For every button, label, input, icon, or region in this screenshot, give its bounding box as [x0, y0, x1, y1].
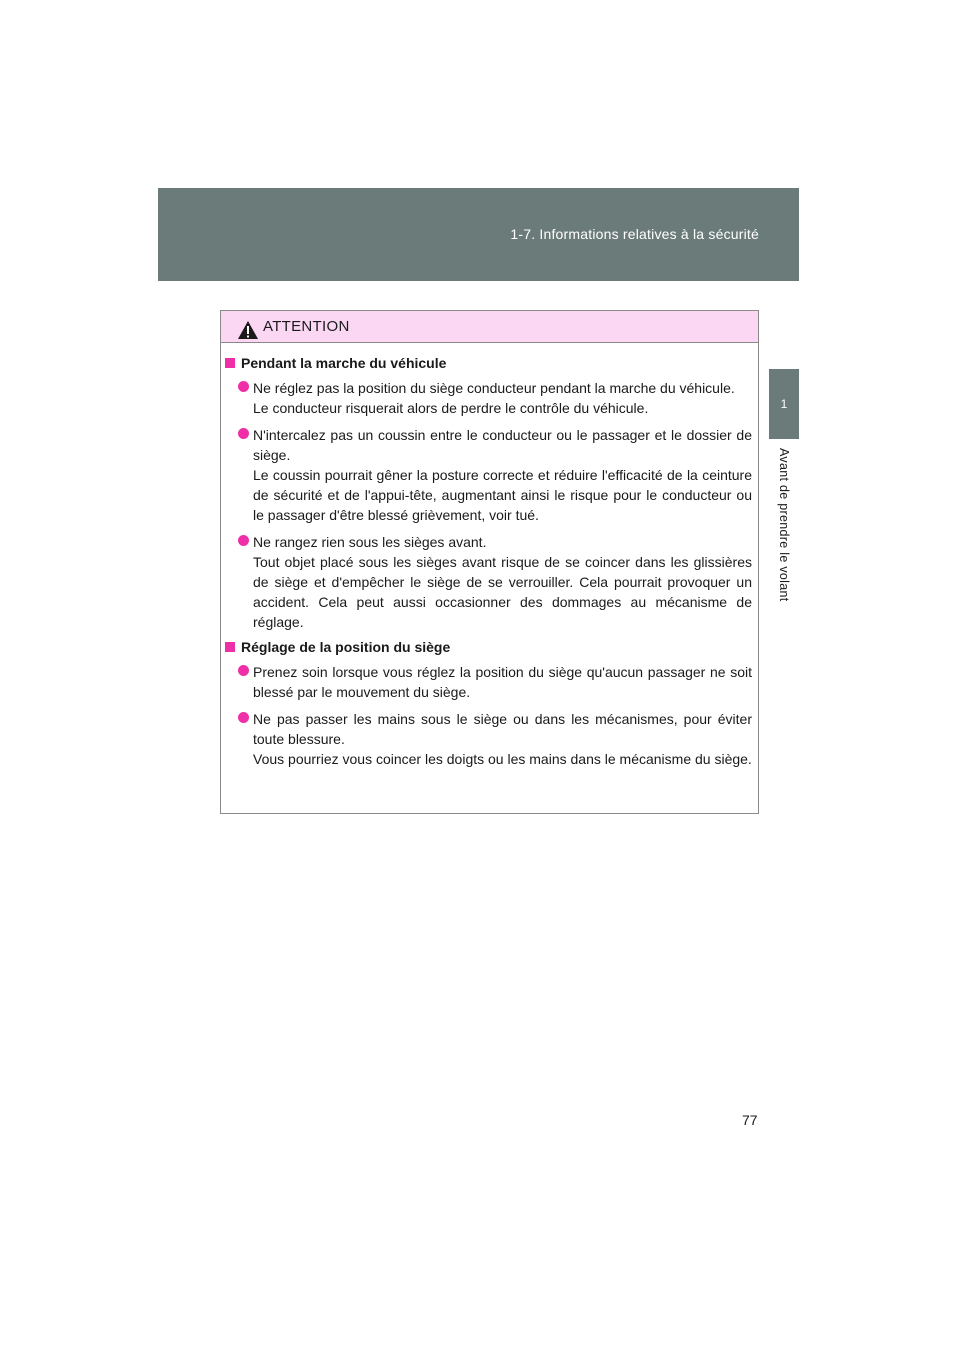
attention-header: [221, 311, 758, 343]
circle-bullet-icon: [238, 665, 249, 676]
square-bullet-icon: [225, 358, 235, 368]
list-item: Ne rangez rien sous les sièges avant. Tout objet placé sous les sièges avant risque de se coincer dans les glissières de siège et d'empêcher le siège de se verrouiller. Cela pourrait provoquer un accident. Cela peut aussi occasionner des dommages au mécanisme de réglage.: [223, 532, 752, 632]
header-band: [158, 188, 799, 281]
circle-bullet-icon: [238, 381, 249, 392]
attention-content: [221, 343, 758, 769]
square-bullet-icon: [225, 642, 235, 652]
attention-box: [220, 310, 759, 814]
chapter-tab-label: [769, 448, 799, 620]
list-item: Ne réglez pas la position du siège conducteur pendant la marche du véhicule. Le conducteur risquerait alors de perdre le contrôle du véhicule.: [223, 378, 752, 418]
attention-title: ATTENTION: [263, 318, 350, 335]
page-number: 77: [742, 1112, 758, 1128]
section-header-title: 1-7. Informations relatives à la sécurité: [510, 226, 759, 242]
circle-bullet-icon: [238, 712, 249, 723]
chapter-tab-number: 1: [769, 369, 799, 439]
circle-bullet-icon: [238, 535, 249, 546]
warning-icon: [237, 320, 259, 340]
list-item: Prenez soin lorsque vous réglez la position du siège qu'aucun passager ne soit blessé par le mouvement du siège.: [223, 662, 752, 702]
section-title: Réglage de la position du siège: [223, 639, 752, 655]
circle-bullet-icon: [238, 428, 249, 439]
chapter-label-text: Avant de prendre le volant: [777, 448, 791, 602]
list-item: N'intercalez pas un coussin entre le conducteur ou le passager et le dossier de siège. Le coussin pourrait gêner la posture correcte et réduire l'efficacité de la ceinture de sécurité et de l'appui-tête, augmentant ainsi le risque pour le conducteur ou le passager d'être blessé grièvement, voir tué.: [223, 425, 752, 525]
list-item: Ne pas passer les mains sous le siège ou dans les mécanismes, pour éviter toute blessure. Vous pourriez vous coincer les doigts ou les mains dans le mécanisme du siège.: [223, 709, 752, 769]
section-title: Pendant la marche du véhicule: [223, 355, 752, 371]
